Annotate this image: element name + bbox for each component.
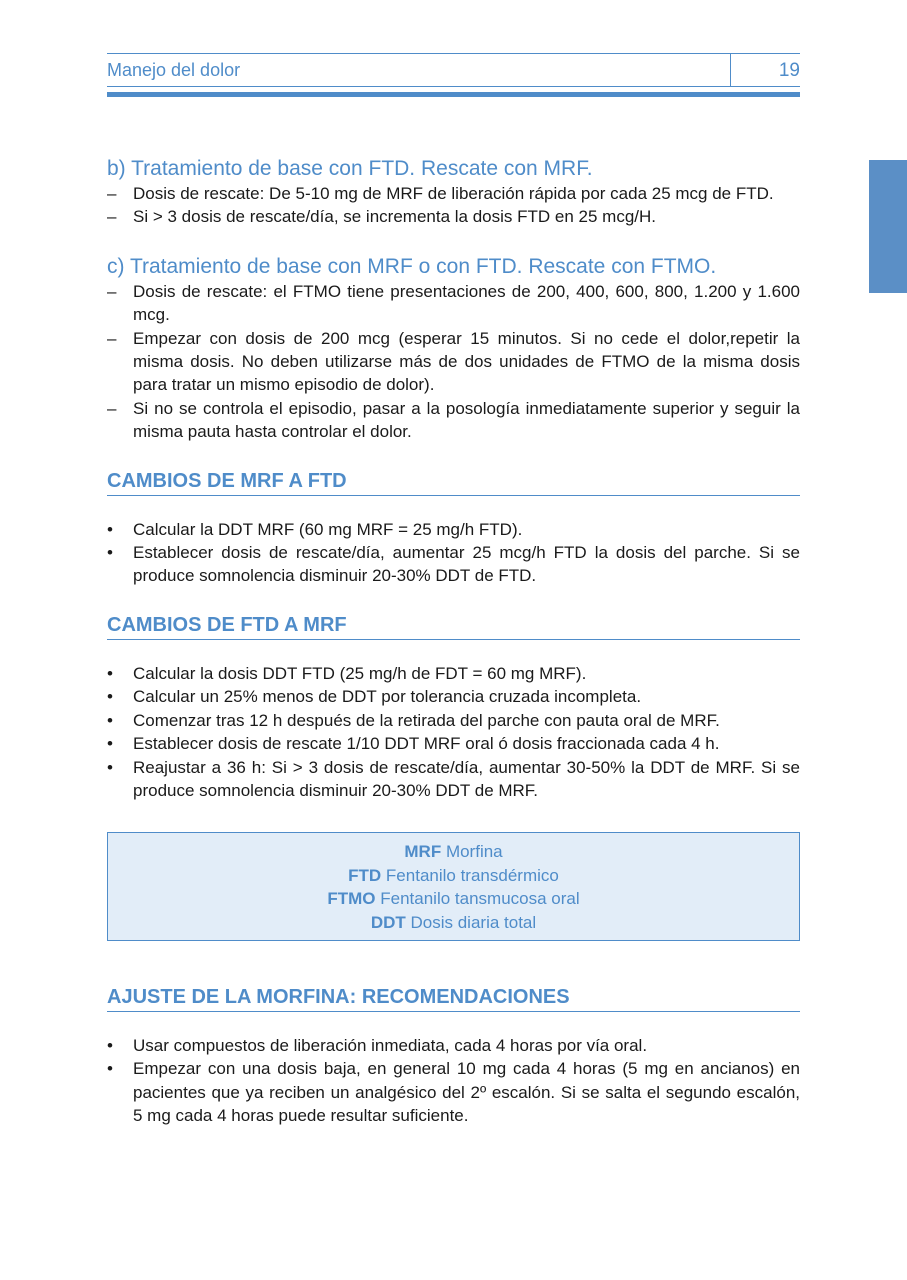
- list-c: [107, 280, 800, 444]
- list-item: [107, 1057, 800, 1127]
- bullet-mark: •: [107, 710, 113, 730]
- list-item: [107, 662, 800, 685]
- list-item-text: Calcular la dosis DDT FTD (25 mg/h de FDT = 60 mg MRF).: [133, 663, 587, 683]
- list-item: [107, 397, 800, 444]
- bullet-mark: •: [107, 663, 113, 683]
- list-item-text: Si > 3 dosis de rescate/día, se incrementa la dosis FTD en 25 mcg/H.: [133, 207, 656, 227]
- list-item: [107, 685, 800, 708]
- list-item-text: Reajustar a 36 h: Si > 3 dosis de rescate/día, aumentar 30-50% la DDT de MRF. Si se produce somnolencia disminuir 20-30% DDT de MRF.: [133, 757, 800, 800]
- list-item: [107, 541, 800, 588]
- legend-abbr: DDT: [370, 912, 406, 932]
- bullet-mark: •: [107, 1035, 113, 1055]
- list-item: [107, 732, 800, 755]
- legend-text: Fentanilo tansmucosa oral: [380, 889, 580, 909]
- list-item-text: Si no se controla el episodio, pasar a la posología inmediatamente superior y seguir la misma pauta hasta controlar el dolor.: [133, 398, 800, 442]
- list-b: [107, 182, 800, 229]
- section-title-ftd-mrf: CAMBIOS DE FTD A MRF: [107, 613, 800, 640]
- legend-text: Fentanilo transdérmico: [385, 865, 559, 885]
- bullet-mark: •: [107, 687, 113, 707]
- legend-line: [108, 840, 799, 863]
- subheading-c: c) Tratamiento de base con MRF o con FTD. Rescate con FTMO.: [107, 254, 717, 278]
- list-item: [107, 1034, 800, 1057]
- list-item-text: Empezar con dosis de 200 mcg (esperar 15 minutos. Si no cede el dolor,repetir la misma dosis. No deben utilizarse más de dos unidades de FTMO de la misma dosis para tratar un mismo episodio de dolor).: [133, 328, 800, 395]
- running-header: [107, 53, 800, 87]
- list-ftd-mrf: [107, 662, 800, 802]
- legend-line: [108, 887, 799, 910]
- dash-mark: –: [107, 328, 117, 348]
- list-ajuste: [107, 1034, 800, 1128]
- legend-text: Morfina: [445, 842, 503, 862]
- legend-abbr: FTD: [348, 865, 382, 885]
- page-number: 19: [778, 60, 800, 81]
- list-item-text: Establecer dosis de rescate 1/10 DDT MRF oral ó dosis fraccionada cada 4 h.: [133, 734, 720, 754]
- list-item: [107, 709, 800, 732]
- list-item-text: Calcular la DDT MRF (60 mg MRF = 25 mg/h FTD).: [133, 519, 523, 539]
- list-item: [107, 205, 800, 228]
- subheading-b: b) Tratamiento de base con FTD. Rescate con MRF.: [107, 157, 593, 180]
- header-separator: [730, 54, 731, 86]
- list-item: [107, 182, 800, 205]
- section-title-ajuste: AJUSTE DE LA MORFINA: RECOMENDACIONES: [107, 985, 800, 1012]
- dash-mark: –: [107, 184, 117, 203]
- abbreviations-box: [107, 832, 800, 941]
- list-item-text: Dosis de rescate: De 5-10 mg de MRF de liberación rápida por cada 25 mcg de FTD.: [133, 184, 774, 203]
- list-item-text: Establecer dosis de rescate/día, aumentar 25 mcg/h FTD la dosis del parche. Si se produce somnolencia disminuir 20-30% DDT de FTD.: [133, 543, 800, 586]
- bullet-mark: •: [107, 757, 113, 777]
- legend-line: [108, 911, 799, 934]
- legend-abbr: FTMO: [327, 889, 376, 909]
- list-item-text: Dosis de rescate: el FTMO tiene presentaciones de 200, 400, 600, 800, 1.200 y 1.600 mcg.: [133, 281, 800, 325]
- section-title-mrf-ftd: CAMBIOS DE MRF A FTD: [107, 469, 800, 496]
- page-content: [107, 156, 800, 1128]
- list-item: [107, 518, 800, 541]
- legend-line: [108, 864, 799, 887]
- list-item: [107, 327, 800, 397]
- dash-mark: –: [107, 281, 117, 301]
- legend-text: Dosis diaria total: [410, 912, 537, 932]
- header-thick-rule: [107, 92, 800, 97]
- dash-mark: –: [107, 398, 117, 418]
- bullet-mark: •: [107, 519, 113, 539]
- list-item: [107, 756, 800, 803]
- dash-mark: –: [107, 207, 117, 227]
- chapter-side-tab: [869, 160, 907, 293]
- list-item: [107, 280, 800, 327]
- header-title: Manejo del dolor: [107, 60, 241, 80]
- bullet-mark: •: [107, 1059, 113, 1079]
- list-item-text: Comenzar tras 12 h después de la retirada del parche con pauta oral de MRF.: [133, 710, 720, 730]
- legend-abbr: MRF: [404, 842, 442, 862]
- list-item-text: Calcular un 25% menos de DDT por tolerancia cruzada incompleta.: [133, 687, 642, 707]
- bullet-mark: •: [107, 543, 113, 563]
- list-mrf-ftd: [107, 518, 800, 588]
- list-item-text: Empezar con una dosis baja, en general 10 mg cada 4 horas (5 mg en ancianos) en pacientes que ya reciben un analgésico del 2º escalón. Si se salta el segundo escalón, 5 mg cada 4 horas puede resultar suficiente.: [133, 1059, 800, 1126]
- list-item-text: Usar compuestos de liberación inmediata, cada 4 horas por vía oral.: [133, 1035, 648, 1055]
- bullet-mark: •: [107, 734, 113, 754]
